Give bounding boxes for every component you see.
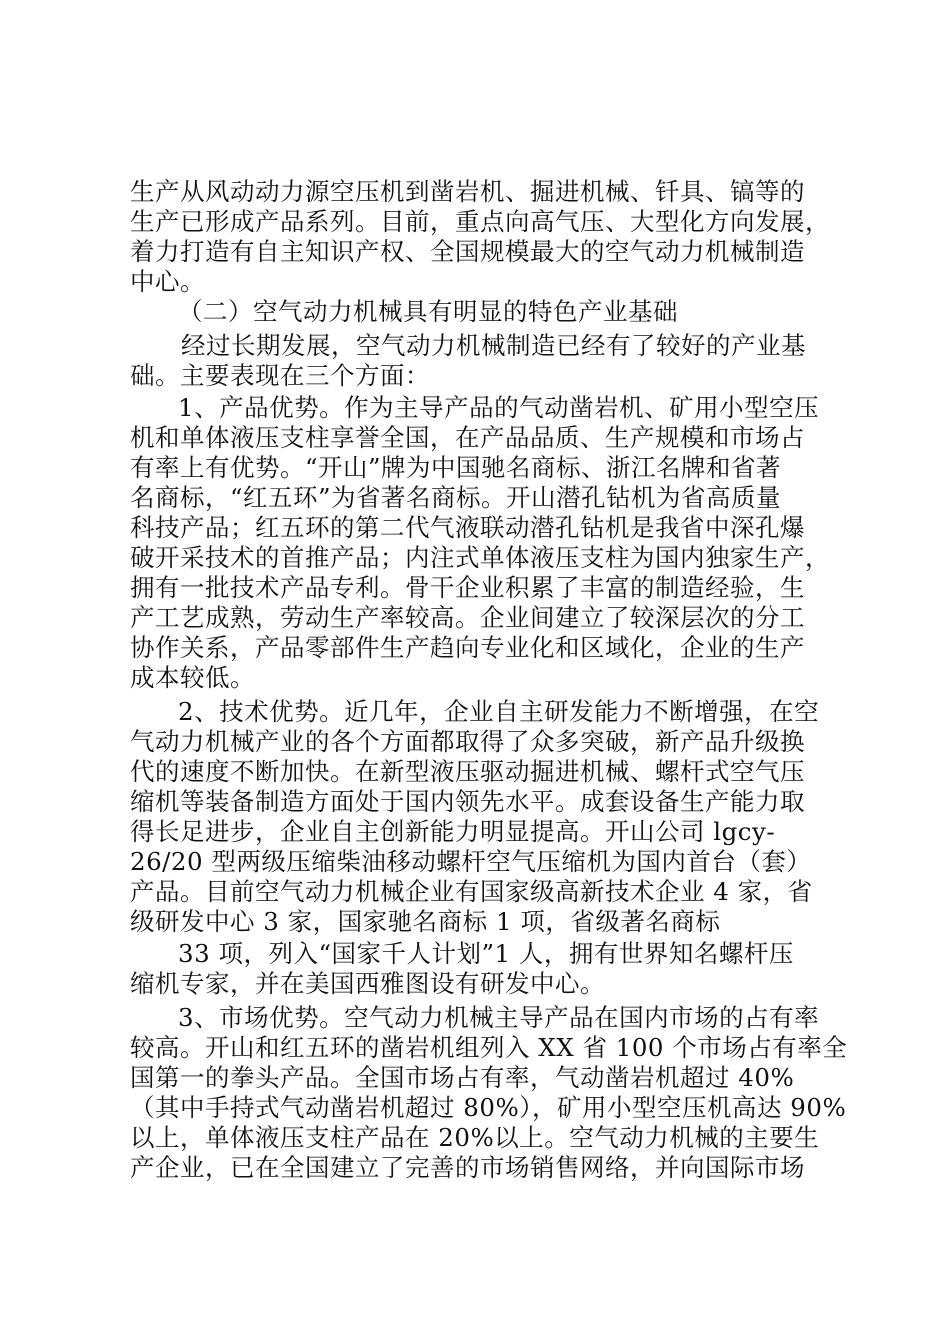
text-line: 生产从风动动力源空压机到凿岩机、掘进机械、钎具、镐等的	[130, 177, 805, 206]
text-line: 成本较低。	[130, 663, 255, 692]
text-line: 代的速度不断加快。在新型液压驱动掘进机械、螺杆式空气压	[130, 757, 805, 786]
text-line: 协作关系，产品零部件生产趋向专业化和区域化，企业的生产	[130, 633, 805, 662]
section-heading: （二）空气动力机械具有明显的特色产业基础	[178, 297, 678, 326]
text-line: 有率上有优势。“开山”牌为中国驰名商标、浙江名牌和省著	[130, 453, 782, 482]
text-line: 生产已形成产品系列。目前，重点向高气压、大型化方向发展，	[130, 207, 830, 236]
text-line: 产工艺成熟，劳动生产率较高。企业间建立了较深层次的分工	[130, 603, 805, 632]
text-line: 名商标，“红五环”为省著名商标。开山潜孔钻机为省高质量	[130, 483, 782, 512]
text-line: 经过长期发展，空气动力机械制造已经有了较好的产业基	[181, 331, 806, 360]
text-line: 破开采技术的首推产品；内注式单体液压支柱为国内独家生产，	[130, 543, 830, 572]
text-line: 1、产品优势。作为主导产品的气动凿岩机、矿用小型空压	[178, 393, 820, 422]
text-line: 33 项，列入“国家千人计划”1 人，拥有世界知名螺杆压	[178, 939, 794, 968]
text-line: 着力打造有自主知识产权、全国规模最大的空气动力机械制造	[130, 237, 805, 266]
text-line: 气动力机械产业的各个方面都取得了众多突破，新产品升级换	[130, 727, 805, 756]
text-line: 科技产品；红五环的第二代气液联动潜孔钻机是我省中深孔爆	[130, 513, 805, 542]
text-line: 产品。目前空气动力机械企业有国家级高新技术企业 4 家，省	[130, 877, 813, 906]
text-line: （其中手持式气动凿岩机超过 80%），矿用小型空压机高达 90%	[130, 1093, 847, 1122]
text-line: 缩机等装备制造方面处于国内领先水平。成套设备生产能力取	[130, 787, 805, 816]
text-line: 级研发中心 3 家，国家驰名商标 1 项，省级著名商标	[130, 907, 721, 936]
text-line: 3、市场优势。空气动力机械主导产品在国内市场的占有率	[178, 1003, 820, 1032]
text-line: 国第一的拳头产品。全国市场占有率，气动凿岩机超过 40%	[130, 1063, 795, 1092]
text-line: 2、技术优势。近几年，企业自主研发能力不断增强，在空	[178, 697, 820, 726]
text-line: 得长足进步，企业自主创新能力明显提高。开山公司 lgcy-	[130, 817, 776, 846]
text-line: 拥有一批技术产品专利。骨干企业积累了丰富的制造经验，生	[130, 573, 805, 602]
text-line: 较高。开山和红五环的凿岩机组列入 XX 省 100 个市场占有率全	[130, 1033, 848, 1062]
text-line: 中心。	[130, 267, 205, 296]
text-line: 以上，单体液压支柱产品在 20%以上。空气动力机械的主要生	[130, 1123, 820, 1152]
text-line: 机和单体液压支柱享誉全国，在产品品质、生产规模和市场占	[130, 423, 805, 452]
text-line: 26/20 型两级压缩柴油移动螺杆空气压缩机为国内首台（套）	[130, 847, 812, 876]
text-line: 础。主要表现在三个方面：	[130, 361, 430, 390]
text-line: 产企业，已在全国建立了完善的市场销售网络，并向国际市场	[130, 1153, 805, 1182]
text-line: 缩机专家，并在美国西雅图设有研发中心。	[130, 969, 605, 998]
